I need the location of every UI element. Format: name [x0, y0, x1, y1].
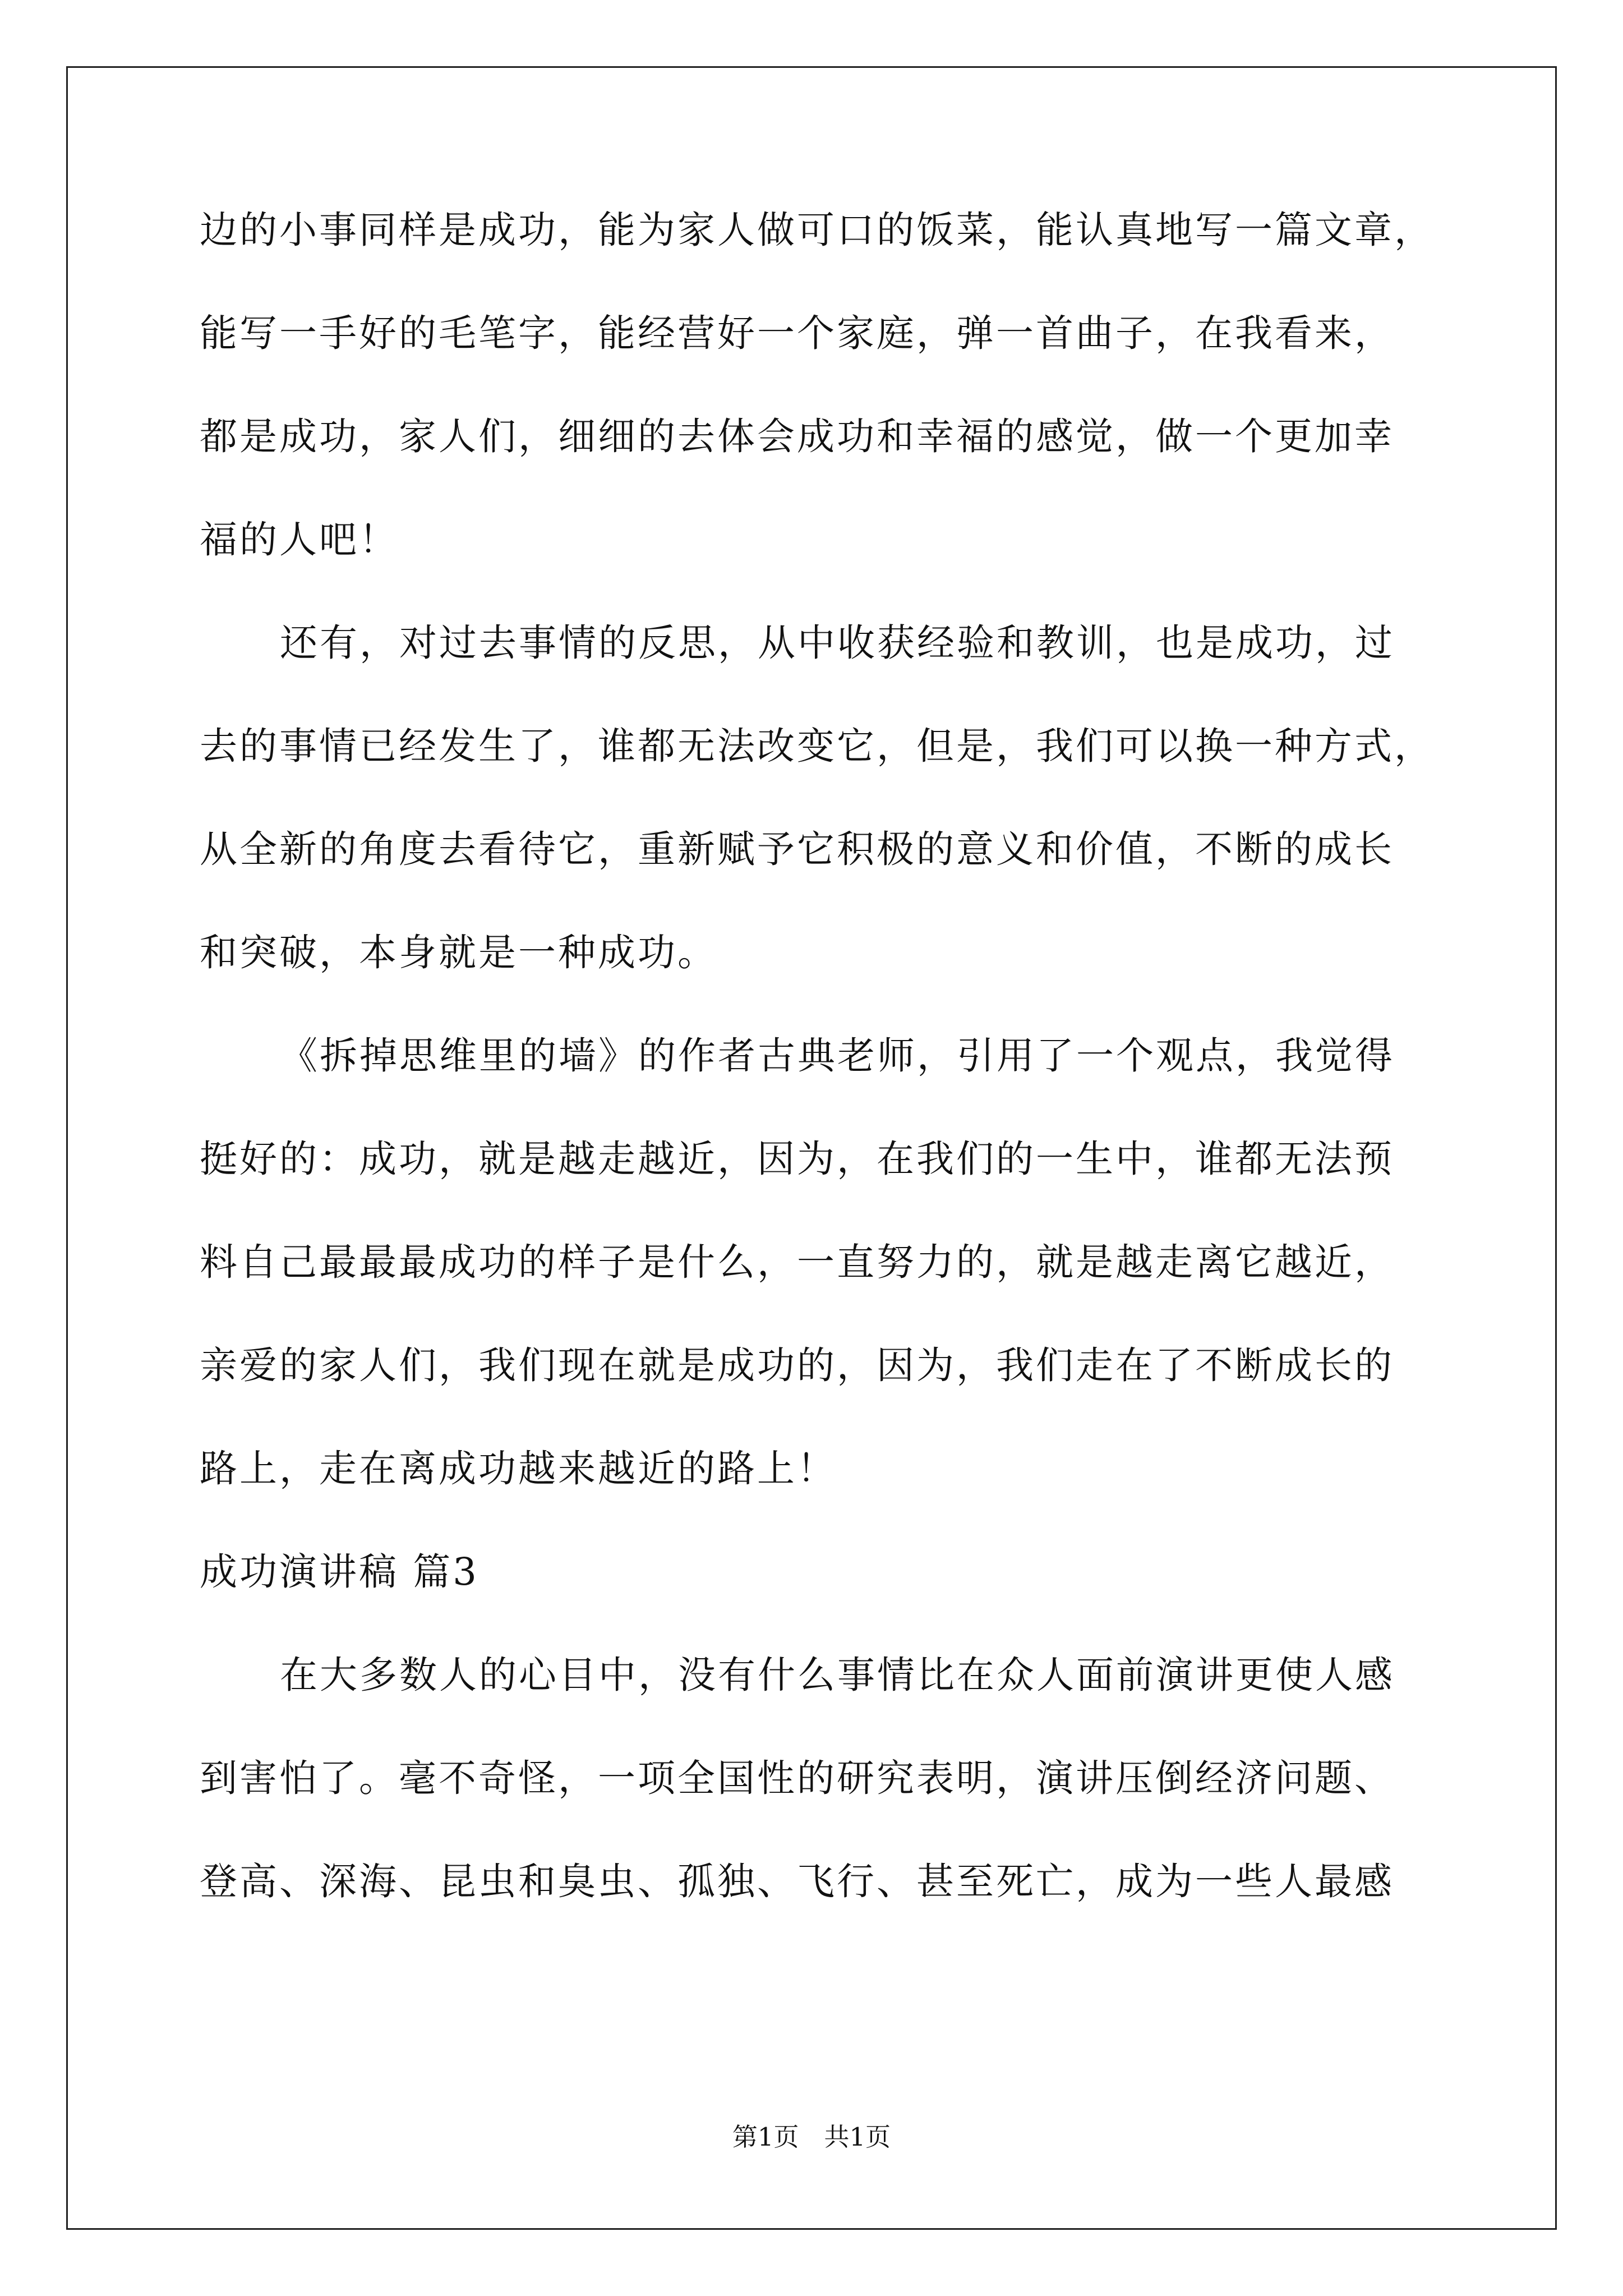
paragraph-first-line: 还有，对过去事情的反思，从中收获经验和教训，也是成功，过	[280, 621, 1395, 665]
paragraph-first-line: 在大多数人的心目中，没有什么事情比在众人面前演讲更使人感	[280, 1653, 1395, 1697]
text-line: 和突破，本身就是一种成功。	[200, 931, 717, 974]
text-line: 去的事情已经发生了，谁都无法改变它，但是，我们可以换一种方式，	[200, 724, 1434, 768]
text-line: 路上，走在离成功越来越近的路上！	[200, 1447, 837, 1490]
page-footer: 第1页 共1页	[732, 2122, 891, 2152]
text-line: 边的小事同样是成功，能为家人做可口的饭菜，能认真地写一篇文章，	[200, 208, 1434, 252]
text-line: 亲爱的家人们，我们现在就是成功的，因为，我们走在了不断成长的	[200, 1343, 1394, 1387]
text-line: 从全新的角度去看待它，重新赋予它积极的意义和价值，不断的成长	[200, 827, 1394, 871]
text-line: 福的人吧！	[200, 518, 399, 562]
section-heading: 成功演讲稿 篇3	[200, 1550, 479, 1594]
text-line: 到害怕了。毫不奇怪，一项全国性的研究表明，演讲压倒经济问题、	[200, 1756, 1394, 1800]
text-line: 料自己最最最成功的样子是什么，一直努力的，就是越走离它越近，	[200, 1240, 1394, 1284]
paragraph-first-line: 《拆掉思维里的墙》的作者古典老师，引用了一个观点，我觉得	[280, 1034, 1395, 1078]
text-line: 能写一手好的毛笔字，能经营好一个家庭，弹一首曲子，在我看来，	[200, 311, 1394, 355]
text-line: 登高、深海、昆虫和臭虫、孤独、飞行、甚至死亡，成为一些人最感	[200, 1860, 1394, 1903]
text-line: 都是成功，家人们，细细的去体会成功和幸福的感觉，做一个更加幸	[200, 415, 1394, 458]
text-line: 挺好的：成功，就是越走越近，因为，在我们的一生中，谁都无法预	[200, 1137, 1394, 1181]
